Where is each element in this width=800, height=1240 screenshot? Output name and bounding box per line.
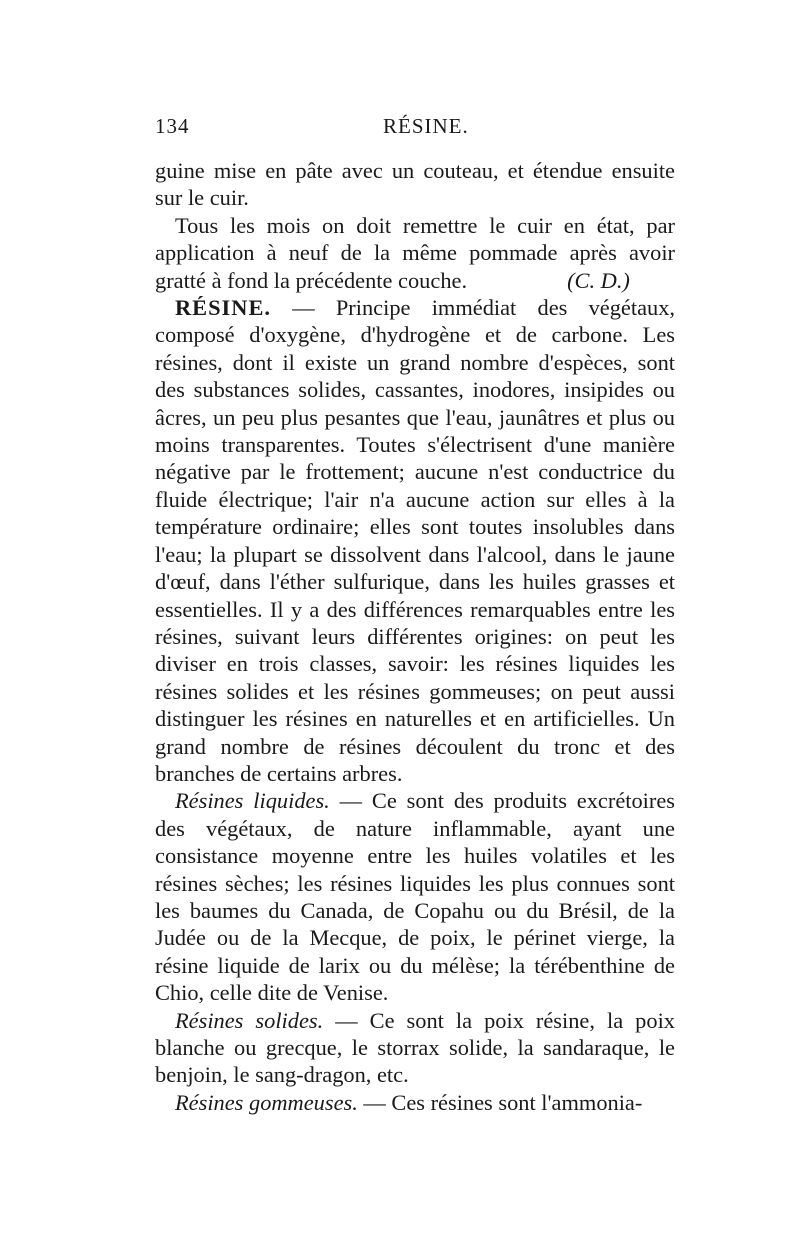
page-header <box>155 114 675 144</box>
section-text: — Ce sont la poix résine, la poix blanche ou grecque, le storrax solide, la sandaraque, le benjoin, le sang-dragon, etc. <box>155 1007 675 1088</box>
section-subhead: Résines liquides. <box>175 788 330 814</box>
section-resines-solides <box>155 1007 675 1089</box>
author-initials: (C. D.) <box>567 267 630 293</box>
section-subhead: Résines gommeuses. <box>175 1089 358 1115</box>
entry-term: RÉSINE. <box>175 295 271 321</box>
running-head: RÉSINE. <box>383 114 469 138</box>
entry-resine <box>155 294 675 787</box>
section-resines-liquides <box>155 787 675 1006</box>
page-number: 134 <box>155 114 190 138</box>
body-text <box>155 157 675 1116</box>
section-resines-gommeuses <box>155 1089 675 1116</box>
paragraph-cuir-maintenance <box>155 212 675 294</box>
entry-text: — Principe immédiat des végétaux, composé d'oxygène, d'hydrogène et de carbone. Les résines, dont il existe un grand nombre d'espèces, sont des substances solides, cassantes, inodores, insipides ou âcres, un peu plus pesantes que l'eau, jaunâtres et plus ou moins transparentes. Toutes s'électrisent d'une manière négative par le frottement; aucune n'est conductrice du fluide électrique; l'air n'a aucune action sur elles à la température ordinaire; elles sont toutes insolubles dans l'eau; la plupart se dissolvent dans l'alcool, dans le jaune d'œuf, dans l'éther sulfurique, dans les huiles grasses et essentielles. Il y a des différences remarquables entre les résines, suivant leurs différentes origines: on peut les diviser en trois classes, savoir: les résines liquides les résines solides et les résines gommeuses; on peut aussi distinguer les résines en naturelles et en artificielles. Un grand nombre de résines découlent du tronc et des branches de certains arbres. <box>155 295 675 786</box>
paragraph-text: Tous les mois on doit remettre le cuir en état, par application à neuf de la même pommade après avoir gratté à fond la précédente couche. <box>155 212 675 293</box>
section-text: — Ces résines sont l'ammonia- <box>357 1089 643 1115</box>
section-subhead: Résines solides. <box>175 1007 324 1033</box>
paragraph-continuation <box>155 157 675 212</box>
section-text: — Ce sont des produits excrétoires des végétaux, de nature inflammable, ayant une consistance moyenne entre les huiles volatiles et les résines sèches; les résines liquides les plus connues sont les baumes du Canada, de Copahu ou du Brésil, de la Judée ou de la Mecque, de poix, le périnet vierge, la résine liquide de larix ou du mélèse; la térébenthine de Chio, celle dite de Venise. <box>155 788 675 1006</box>
paragraph-text: guine mise en pâte avec un couteau, et étendue ensuite sur le cuir. <box>155 158 675 211</box>
